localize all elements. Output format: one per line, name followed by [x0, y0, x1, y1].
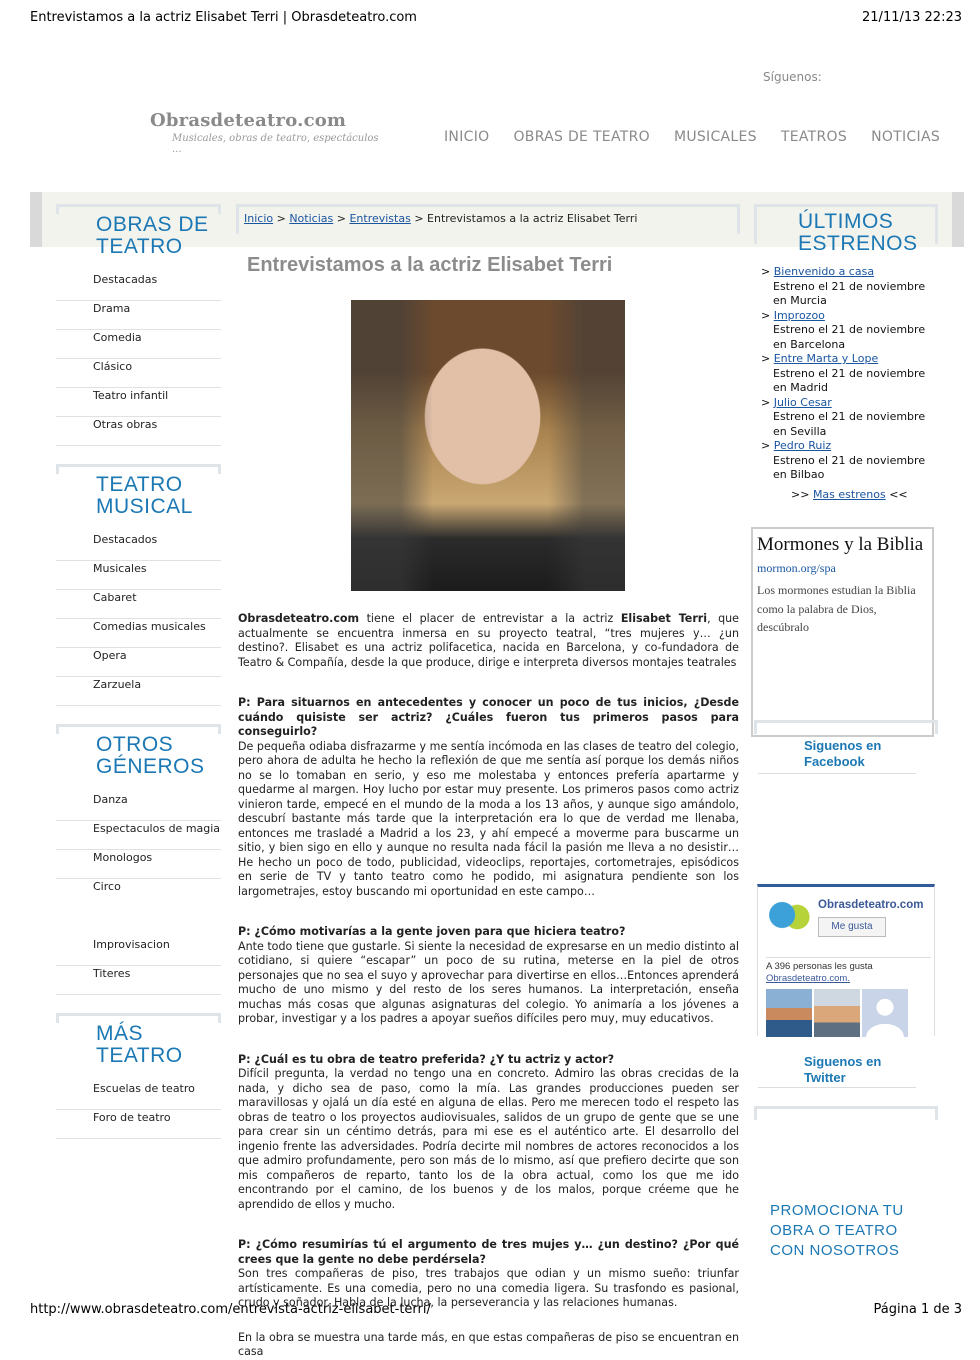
sidebar-item-danza[interactable]: Danza: [56, 792, 221, 821]
section-frame: [754, 720, 938, 734]
sidebar-section-obras: [56, 204, 221, 446]
sidebar-item-circo[interactable]: Circo: [93, 880, 121, 893]
estreno-link[interactable]: Improzoo: [773, 308, 825, 322]
print-header-title: Entrevistamos a la actriz Elisabet Terri | Obrasdeteatro.com: [30, 10, 417, 25]
like-button[interactable]: Me gusta: [818, 917, 886, 937]
nav-teatros[interactable]: TEATROS: [780, 129, 848, 145]
sidebar-item-drama[interactable]: Drama: [56, 301, 221, 330]
print-footer-url: http://www.obrasdeteatro.com/entrevista-actriz-elisabet-terri/: [30, 1302, 431, 1317]
logo-text: Obrasdeteatro.com: [150, 110, 347, 131]
estreno-date: Estreno el 21 de noviembre: [773, 323, 926, 336]
section-title: OTROS GÉNEROS: [96, 733, 205, 778]
list-item: > Bienvenido a casa: [761, 265, 875, 278]
mas-estrenos: >> Mas estrenos <<: [791, 488, 908, 501]
estreno-link[interactable]: Bienvenido a casa: [773, 265, 875, 278]
ad-url[interactable]: mormon.org/spa: [757, 561, 836, 575]
breadcrumb-entrevistas[interactable]: Entrevistas: [349, 212, 411, 225]
promo-text[interactable]: PROMOCIONA TU OBRA O TEATRO CON NOSOTROS: [770, 1202, 904, 1259]
nav-musicales[interactable]: MUSICALES: [673, 129, 757, 145]
actress-photo: [351, 300, 625, 591]
sidebar-item-cabaret[interactable]: Cabaret: [56, 590, 221, 619]
estreno-date: Estreno el 21 de noviembre: [773, 279, 926, 293]
logo-tagline: Musicales, obras de teatro, espectáculos ...: [172, 133, 379, 155]
estreno-city: en Bilbao: [773, 468, 825, 481]
estreno-city: en Murcia: [773, 294, 827, 307]
section-title: TEATRO MUSICAL: [96, 473, 193, 518]
left-sidebar: [56, 204, 221, 1139]
divider: [758, 1087, 916, 1088]
avatar[interactable]: [814, 989, 860, 1037]
estreno-city: en Sevilla: [773, 424, 827, 438]
facebook-like-box: [757, 884, 935, 1036]
answer: Difícil pregunta, la verdad no tengo una en concreto. Admiro las obras crecidas de la nada, y dicho sea de paso, como la mía. Las grandes producciones pueden ser maravillosas y ojalá un día esté en alguna de ellas. Pero me merecen todo el respeto las obras de teatro o los proyectos audiovisuales, salidos de un grupo de gente que se une para crear sin un céntimo detrás, para mi ese es el auténtico arte. El desarrollo del ingenio frente las adversidades. Podría decirte mil nombres de actores reconocidos a los que admiro profundamente, pero son más de lo mismo, así que prefiero decirte que son mis compañeros de reparto, tanto los de la obra actual, como los que me ido encontrando por el camino, de los buenos y de los malos, porque créeme que he aprendido de ellos y mucho.: [238, 1067, 739, 1211]
sidebar-item-improvisacion[interactable]: Improvisacion: [56, 937, 221, 966]
fb-faces: [766, 989, 908, 1037]
sidebar-item-clasico[interactable]: Clásico: [56, 359, 221, 388]
nav-noticias[interactable]: NOTICIAS: [871, 129, 941, 145]
sidebar-item-teatro-infantil[interactable]: Teatro infantil: [56, 388, 221, 417]
estreno-link[interactable]: Entre Marta y Lope: [773, 352, 879, 365]
estreno-link[interactable]: Julio Cesar: [773, 395, 832, 409]
avatar[interactable]: [862, 989, 908, 1037]
article-intro: Obrasdeteatro.com tiene el placer de entrevistar a la actriz Elisabet Terri, que actualmente se encuentra inmersa en su proyecto teatral, “tres mujeres y… ¿un destino?. Elisabet es una actriz polifacetica, nacida en Barcelona, y co-fundadora de Teatro & Compañía, desde la que produce, dirige e interpreta diversos montajes teatrales: [238, 612, 739, 669]
sidebar-item-opera[interactable]: Opera: [56, 648, 221, 677]
estreno-city: en Barcelona: [773, 337, 846, 351]
answer: Son tres compañeras de piso, tres trabajos que odian y un mismo sueño: triunfar artísticamente. Es una comedia, pero no una comedia ligera. Su trasfondo es pasional, crudo y soñador. Habla de la lucha, la perseverancia y las relaciones humanas.: [238, 1267, 739, 1309]
estreno-link[interactable]: Pedro Ruiz: [773, 439, 832, 452]
twitter-section-title: Siguenos en Twitter: [804, 1054, 882, 1085]
sidebar-item-comedias-musicales[interactable]: Comedias musicales: [56, 619, 221, 648]
estreno-date: Estreno el 21 de noviembre: [773, 366, 926, 380]
breadcrumb-noticias[interactable]: Noticias: [289, 212, 334, 225]
list-item: > Improzoo: [761, 308, 825, 322]
sidebar-section-otros: [56, 724, 221, 995]
fb-page-name[interactable]: Obrasdeteatro.com: [818, 899, 924, 911]
question: P: ¿Cómo motivarías a la gente joven para que hiciera teatro?: [238, 925, 626, 938]
sidebar-section-musical: [56, 464, 221, 706]
list-item: > Pedro Ruiz: [761, 439, 832, 452]
ad-box[interactable]: [751, 527, 934, 737]
section-title: OBRAS DE TEATRO: [96, 213, 209, 258]
sidebar-item-otras-obras[interactable]: Otras obras: [56, 417, 221, 446]
sidebar-spacer: [56, 908, 221, 937]
answer: De pequeña odiaba disfrazarme y me sentía incómoda en las clases de teatro del colegio, pero ahora de adulta he hecho la reflexión de que me sentía así porque los demás niños no se lo tomaban en serio, y eso me molestaba y entonces prefería apartarme y quedarme al margen. Hoy lucho por estar muy presente. Los primeros pasos como actriz vinieron tarde, empecé en el mundo de la moda a los 13 años, y aunque sigo amándolo, descubrí bastante más tarde que la interpretación era lo que de verdad me llenaba, entonces me trasladé a Madrid a los 23, y ahí empecé a moverme para buscarme un sitio, y bien sigo en ello y aunque no resulta nada fácil la pasión me lleva a no desistir… He hecho un poco de todo, publicidad, videoclips, reportajes, cortometrajes, episódicos en serie de TV y tanto teatro como he podido, mi asignatura pendiente son los largometrajes, estoy buscando mi oportunidad en este campo…: [238, 739, 739, 898]
print-footer-page: Página 1 de 3: [873, 1302, 962, 1317]
sidebar-item-destacadas[interactable]: Destacadas: [56, 272, 221, 301]
main-nav: [432, 129, 952, 145]
section-frame: [754, 1106, 938, 1120]
ad-title[interactable]: Mormones y la Biblia: [757, 534, 924, 555]
estrenos-list: [761, 265, 931, 483]
article-tail: En la obra se muestra una tarde más, en que estas compañeras de piso se encuentran en casa: [238, 1330, 739, 1358]
site-logo[interactable]: [150, 110, 380, 158]
question: P: ¿Cuál es tu obra de teatro preferida? ¿Y tu actriz y actor?: [238, 1052, 615, 1066]
sidebar-item-foro[interactable]: Foro de teatro: [56, 1110, 221, 1139]
nav-obras-de-teatro[interactable]: OBRAS DE TEATRO: [513, 129, 650, 145]
breadcrumb-current: Entrevistamos a la actriz Elisabet Terri: [427, 212, 638, 225]
article-body: [238, 612, 739, 1360]
follow-label: Síguenos:: [763, 70, 822, 84]
question: P: Para situarnos en antecedentes y conocer un poco de tus inicios, ¿Desde cuándo quisiste ser actriz? ¿Cuáles fueron tus primeros pasos para conseguirlo?: [238, 696, 739, 738]
sidebar-item-monologos[interactable]: Monologos: [56, 850, 221, 879]
estreno-city: en Madrid: [773, 381, 829, 394]
avatar[interactable]: [766, 989, 812, 1037]
print-header-datetime: 21/11/13 22:23: [862, 10, 962, 25]
list-item: > Entre Marta y Lope: [761, 352, 879, 365]
sidebar-item-zarzuela[interactable]: Zarzuela: [56, 677, 221, 706]
sidebar-item-destacados[interactable]: Destacados: [56, 532, 221, 561]
page-logo-icon[interactable]: [766, 897, 812, 937]
sidebar-item-escuelas[interactable]: Escuelas de teatro: [56, 1081, 221, 1110]
section-title: MÁS TEATRO: [96, 1022, 183, 1067]
divider: [758, 773, 916, 774]
fb-like-count: A 396 personas les gusta Obrasdeteatro.com.: [766, 957, 931, 985]
fb-page-link[interactable]: Obrasdeteatro.com.: [766, 973, 850, 984]
estreno-date: Estreno el 21 de noviembre: [773, 410, 926, 423]
breadcrumb: Inicio > Noticias > Entrevistas > Entrevistamos a la actriz Elisabet Terri: [236, 204, 740, 234]
sidebar-section-mas: [56, 1013, 221, 1139]
mas-estrenos-link[interactable]: Mas estrenos: [812, 488, 886, 501]
breadcrumb-inicio[interactable]: Inicio: [244, 212, 274, 225]
list-item: > Julio Cesar: [761, 395, 832, 409]
answer: Ante todo tiene que gustarle. Si siente la necesidad de expresarse en un medio distinto al cotidiano, si quiere “escapar” un poco de su rutina, meterse en la piel de otros personajes que no sea el suyo y aprovechar para divertirse en ellos…Entonces aprenderá mucho de uno mismo y del resto de los seres humanos. La interpretación, enseña muchas más cosas que algunas asignaturas del colegio. Yo animaría a los jóvenes a probar, investigar y a los padres a apoyar sueños difíciles pero muy, muy educativos.: [238, 939, 739, 1025]
ultimos-estrenos-title: ÚLTIMOS ESTRENOS: [798, 210, 918, 255]
question: P: ¿Cómo resumirías tú el argumento de tres mujes y… ¿un destino? ¿Por qué crees que la gente no debe perdérsela?: [238, 1238, 739, 1266]
estreno-date: Estreno el 21 de noviembre: [773, 453, 926, 467]
sidebar-item-comedia[interactable]: Comedia: [56, 330, 221, 359]
article-title: Entrevistamos a la actriz Elisabet Terri: [247, 254, 613, 276]
sidebar-item-titeres[interactable]: Titeres: [56, 966, 221, 995]
nav-inicio[interactable]: INICIO: [444, 129, 490, 145]
ad-text: Los mormones estudian la Biblia como la palabra de Dios, descúbralo: [757, 583, 916, 634]
sidebar-item-musicales[interactable]: Musicales: [56, 561, 221, 590]
sidebar-item-magia[interactable]: Espectaculos de magia: [56, 821, 221, 850]
facebook-section-title: Siguenos en Facebook: [804, 738, 882, 769]
